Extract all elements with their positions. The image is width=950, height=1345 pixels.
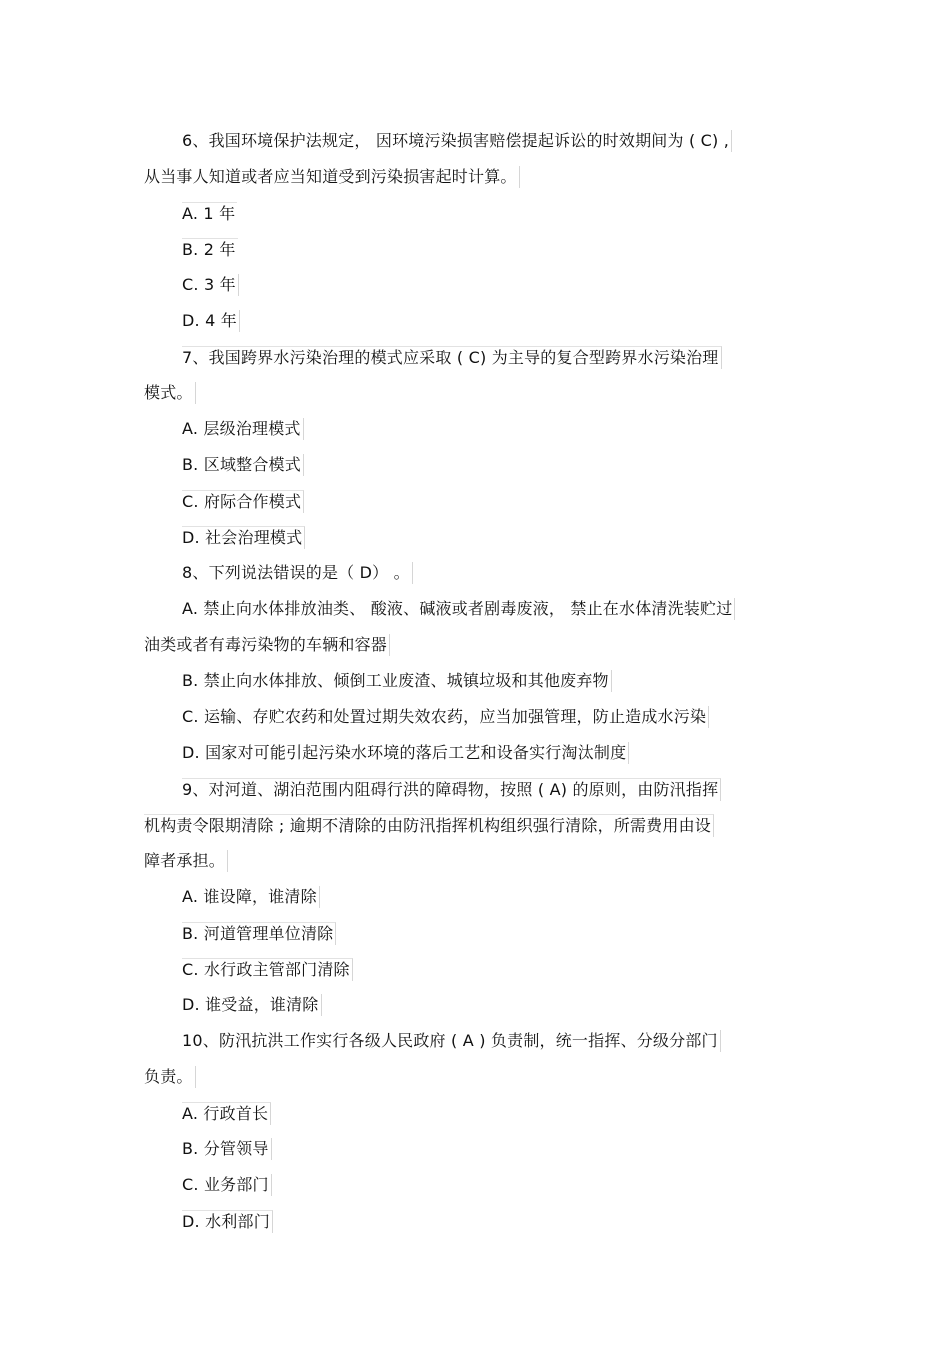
question-7-option-b: B. 区域整合模式 [182,454,304,476]
question-7-option-d: D. 社会治理模式 [182,526,305,549]
question-10-stem-line-2: 负责。 [144,1066,196,1088]
question-9-stem-line-3: 障者承担。 [144,850,228,872]
question-8-option-c: C. 运输、存贮农药和处置过期失效农药，应当加强管理，防止造成水污染 [182,706,709,728]
question-8-option-d: D. 国家对可能引起污染水环境的落后工艺和设备实行淘汰制度 [182,742,629,764]
question-8-stem: 8、下列说法错误的是（ D） 。 [182,562,413,584]
question-6-option-a: A. 1 年 [182,204,236,223]
question-7-stem-line-1: 7、我国跨界水污染治理的模式应采取 ( C) 为主导的复合型跨界水污染治理 [182,346,722,369]
question-10-option-c: C. 业务部门 [182,1174,272,1196]
question-9-option-d: D. 谁受益，谁清除 [182,994,322,1016]
question-6-stem-line-2: 从当事人知道或者应当知道受到污染损害起时计算。 [144,166,520,188]
question-9-stem-line-1: 9、对河道、湖泊范围内阻碍行洪的障碍物，按照 ( A) 的原则，由防汛指挥 [182,778,721,801]
question-9-stem-line-2: 机构责令限期清除 ; 逾期不清除的由防汛指挥机构组织强行清除，所需费用由设 [144,814,714,837]
question-7-option-c: C. 府际合作模式 [182,490,304,513]
question-6-stem-line-1: 6、我国环境保护法规定， 因环境污染损害赔偿提起诉讼的时效期间为 ( C) , [182,130,732,152]
question-6-option-b: B. 2 年 [182,240,236,259]
question-9-option-c: C. 水行政主管部门清除 [182,958,353,981]
question-6-option-d: D. 4 年 [182,310,240,332]
question-10-option-a: A. 行政首长 [182,1102,271,1125]
question-10-stem-line-1: 10、防汛抗洪工作实行各级人民政府 ( A ) 负责制，统一指挥、分级分部门 [182,1030,721,1052]
question-9-option-a: A. 谁设障，谁清除 [182,886,320,908]
question-7-stem-line-2: 模式。 [144,382,196,404]
question-7-option-a: A. 层级治理模式 [182,418,304,440]
question-9-option-b: B. 河道管理单位清除 [182,922,336,945]
question-8-option-a-line-2: 油类或者有毒污染物的车辆和容器 [144,634,390,656]
question-10-option-b: B. 分管领导 [182,1138,272,1160]
question-8-option-b: B. 禁止向水体排放、倾倒工业废渣、城镇垃圾和其他废弃物 [182,670,612,692]
question-6-option-c: C. 3 年 [182,274,239,296]
question-8-option-a-line-1: A. 禁止向水体排放油类、 酸液、碱液或者剧毒废液， 禁止在水体清洗装贮过 [182,598,735,620]
question-10-option-d: D. 水利部门 [182,1210,273,1233]
